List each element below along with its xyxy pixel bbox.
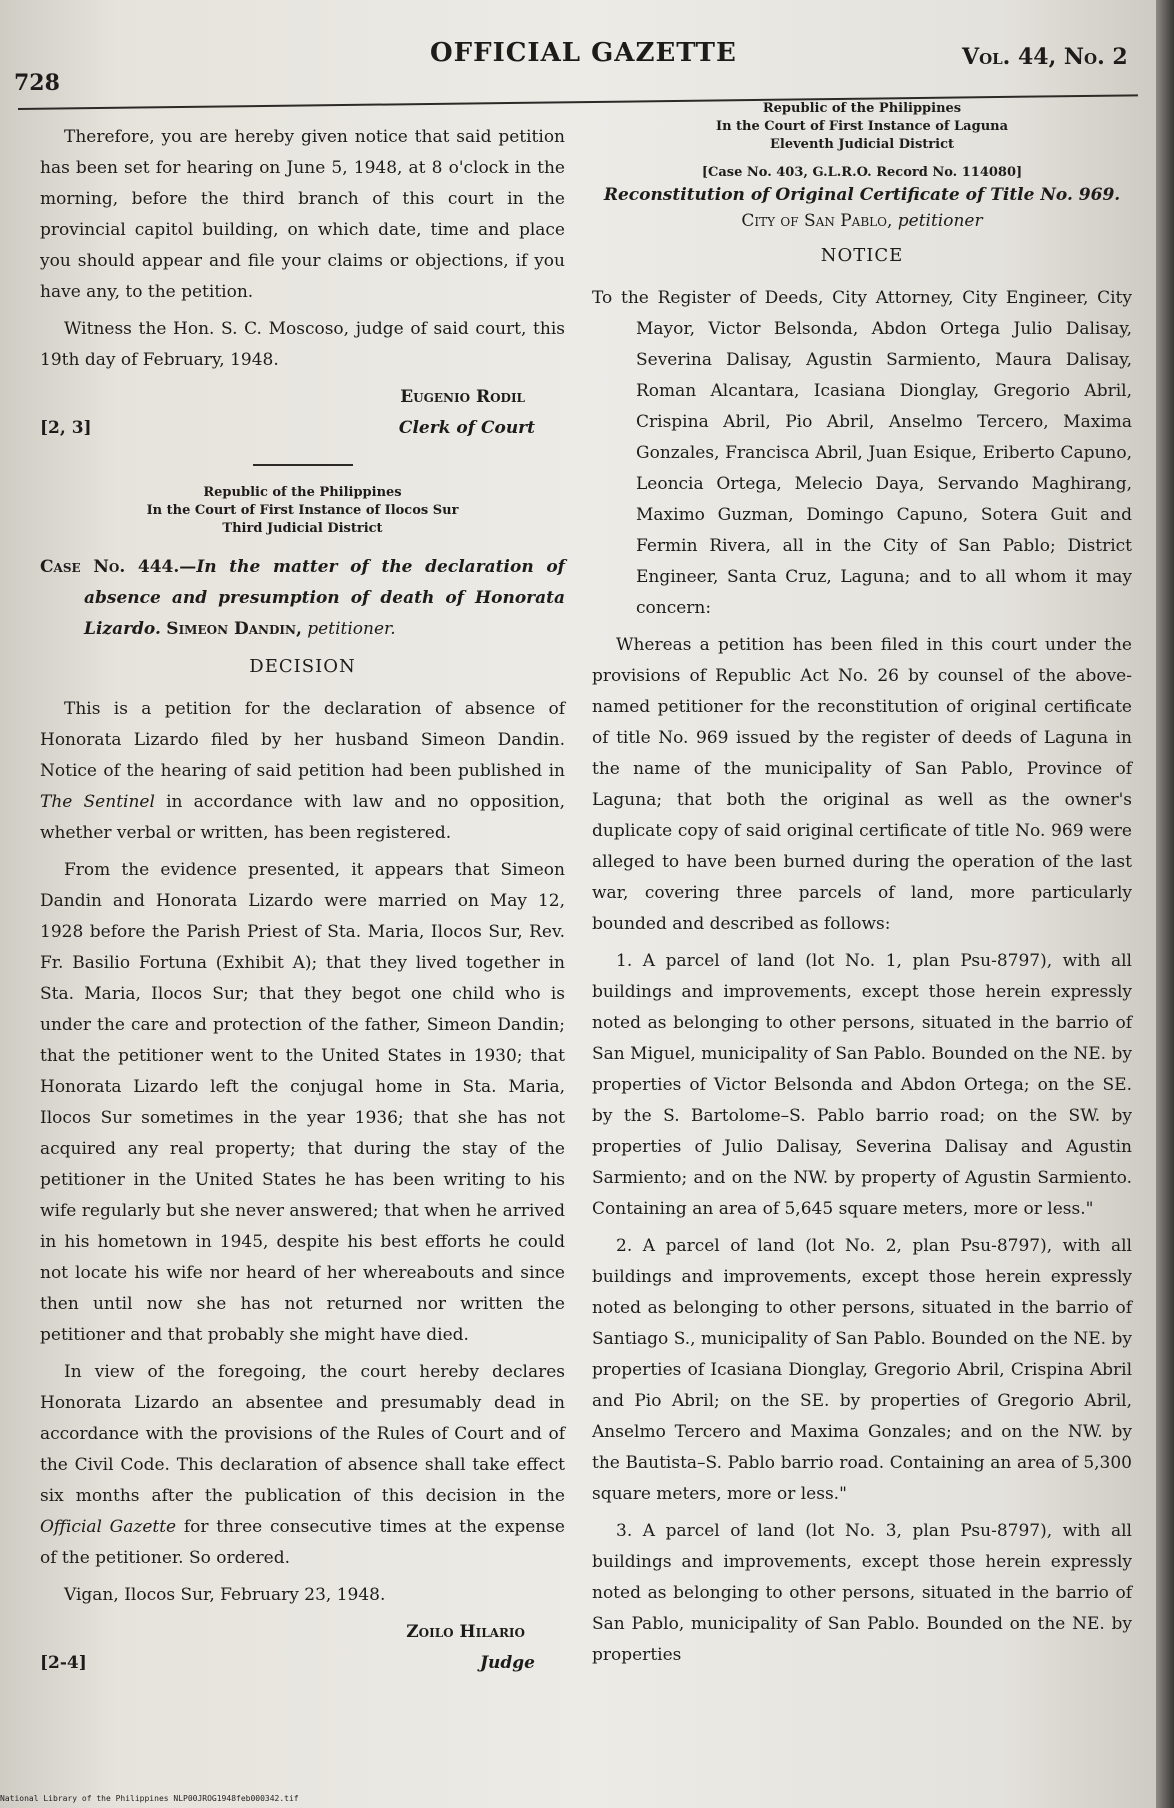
reconstitution-petitioner-role: petitioner [897, 211, 983, 231]
court-heading [40, 484, 565, 538]
newspaper-name: The Sentinel [40, 792, 155, 812]
case-matter: In the matter of the declaration of absence and presumption of death of Honorata Lizardo. [84, 557, 565, 639]
judge-signature-row [40, 1648, 565, 1679]
place-date: Vigan, Ilocos Sur, February 23, 1948. [64, 1585, 386, 1605]
court-heading-line: Eleventh Judicial District [770, 137, 954, 152]
parcel-2-description: 2. A parcel of land (lot No. 2, plan Psu-8797), with all buildings and improvements, except those herein expressly noted as belonging to other persons, situated in the barrio of Santiago S., municipality of San Pablo. Bounded on the NE. by properties of Icasiana Dionglay, Gregorio Abril, Crispina Abril and Pio Abril; on the SE. by properties of Gregorio Abril, Anselmo Tercero and Maxima Gonzales; and on the NW. by the Bautista–S. Pablo barrio road. Containing an area of 5,300 square meters, more or less." [592, 1236, 1132, 1504]
judge-name: Zoilo Hilario [406, 1622, 525, 1642]
right-column [592, 100, 1132, 1677]
case-petitioner-role: petitioner. [307, 619, 396, 639]
left-column [40, 122, 565, 1679]
decision-paragraph [40, 694, 565, 849]
reconstitution-petitioner: City of San Pablo, [741, 211, 893, 231]
scan-footer: National Library of the Philippines NLP00JROG1948feb000342.tif [0, 1794, 299, 1803]
notice-paragraph: Therefore, you are hereby given notice that said petition has been set for hearing on June 5, 1948, at 8 o'clock in the morning, before the third branch of this court in the provincial capitol building, on which date, time and place you should appear and file your claims or objections, if you have any, to the petition. [40, 127, 565, 302]
evidence-paragraph: From the evidence presented, it appears that Simeon Dandin and Honorata Lizardo were married on May 12, 1928 before the Parish Priest of Sta. Maria, Ilocos Sur, Rev. Fr. Basilio Fortuna (Exhibit A); that they lived together in Sta. Maria, Ilocos Sur; that they begot one child who is under the care and protection of the father, Simeon Dandin; that the petitioner went to the United States in 1930; that Honorata Lizardo left the conjugal home in Sta. Maria, Ilocos Sur sometimes in the year 1936; that she has not acquired any real property; that during the stay of the petitioner in the United States he has been writing to his wife regularly but she never answered; that when he arrived in his hometown in 1945, despite his best efforts he could not locate his wife nor heard of her whereabouts and since then until now she has not returned nor written the petitioner and that probably she might have died. [40, 860, 565, 1345]
whereas-paragraph: Whereas a petition has been filed in this court under the provisions of Republic Act No. 26 by counsel of the above-named petitioner for the reconstitution of original certificate of title No. 969 issued by the register of deeds of Laguna in the name of the municipality of San Pablo, Province of Laguna; that both the original as well as the owner's duplicate copy of said original certificate of title No. 969 were alleged to have been burned during the operation of the last war, covering three parcels of land, more particularly bounded and described as follows: [592, 635, 1132, 934]
case-petitioner: Simeon Dandin, [166, 619, 302, 639]
clerk-name: Eugenio Rodil [400, 387, 525, 407]
publication-title: OFFICIAL GAZETTE [430, 38, 737, 68]
addressees-paragraph: To the Register of Deeds, City Attorney, City Engineer, City Mayor, Victor Belsonda, Abdon Ortega Julio Dalisay, Severina Dalisay, Agustin Sarmiento, Maura Dalisay, Roman Alcantara, Icasiana Dionglay, Gregorio Abril, Crispina Abril, Pio Abril, Anselmo Tercero, Maxima Gonzales, Francisca Abril, Juan Esique, Eriberto Capuno, Leoncia Ortega, Melecio Daya, Servando Maghirang, Maximo Guzman, Domingo Capuno, Sotera Guit and Fermin Rivera, all in the City of San Pablo; District Engineer, Santa Cruz, Laguna; and to all whom it may concern: [592, 288, 1132, 618]
ruling-text: for three consecutive times at the expense of the petitioner. So ordered. [40, 1517, 565, 1568]
page-number: 728 [14, 70, 60, 96]
court-heading-line: In the Court of First Instance of Ilocos Sur [146, 503, 459, 518]
case-caption [40, 552, 565, 645]
court-heading [592, 100, 1132, 154]
parcel-3-description: 3. A parcel of land (lot No. 3, plan Psu-8797), with all buildings and improvements, except those herein expressly noted as belonging to other persons, situated in the barrio of San Pablo, municipality of San Pablo. Bounded on the NE. by properties [592, 1521, 1132, 1665]
notice-heading: NOTICE [820, 245, 904, 266]
decision-text: This is a petition for the declaration of absence of Honorata Lizardo filed by her husband Simeon Dandin. Notice of the hearing of said petition had been published in [40, 699, 565, 781]
witness-paragraph: Witness the Hon. S. C. Moscoso, judge of said court, this 19th day of February, 1948. [40, 319, 565, 370]
reference-mark: [2, 3] [40, 418, 92, 438]
volume-number: Vol. 44, No. 2 [962, 44, 1128, 70]
decision-heading: DECISION [249, 656, 356, 677]
court-heading-line: Republic of the Philippines [762, 101, 962, 116]
clerk-signature-row [40, 413, 565, 444]
reconstitution-caption [592, 182, 1132, 234]
case-number: Case No. 444.— [40, 557, 197, 577]
ruling-paragraph [40, 1357, 565, 1574]
reference-mark: [2-4] [40, 1653, 87, 1673]
parcel-1-description: 1. A parcel of land (lot No. 1, plan Psu-8797), with all buildings and improvements, except those herein expressly noted as belonging to other persons, situated in the barrio of San Miguel, municipality of San Pablo. Bounded on the NE. by properties of Victor Belsonda and Abdon Ortega; on the SE. by the S. Bartolome–S. Pablo barrio road; on the SW. by properties of Julio Dalisay, Severina Dalisay and Agustin Sarmiento; and on the NW. by property of Agustin Sarmiento. Containing an area of 5,645 square meters, more or less." [592, 951, 1132, 1219]
judge-role: Judge [480, 1653, 535, 1673]
court-heading-line: Republic of the Philippines [203, 485, 402, 500]
court-heading-line: In the Court of First Instance of Laguna [715, 119, 1009, 134]
gazette-name: Official Gazette [40, 1517, 177, 1537]
court-heading-line: Third Judicial District [222, 521, 383, 536]
reconstitution-title: Reconstitution of Original Certificate of Title No. 969. [603, 185, 1121, 205]
section-divider [253, 464, 353, 466]
decision-text: in accordance with law and no opposition, whether verbal or written, has been registered. [40, 792, 565, 843]
case-record-line: [Case No. 403, G.L.R.O. Record No. 114080] [701, 165, 1023, 180]
page-binding-edge [1156, 0, 1174, 1808]
clerk-role: Clerk of Court [398, 418, 535, 438]
ruling-text: In view of the foregoing, the court hereby declares Honorata Lizardo an absentee and presumably dead in accordance with the provisions of the Rules of Court and of the Civil Code. This declaration of absence shall take effect six months after the publication of this decision in the [40, 1362, 565, 1506]
